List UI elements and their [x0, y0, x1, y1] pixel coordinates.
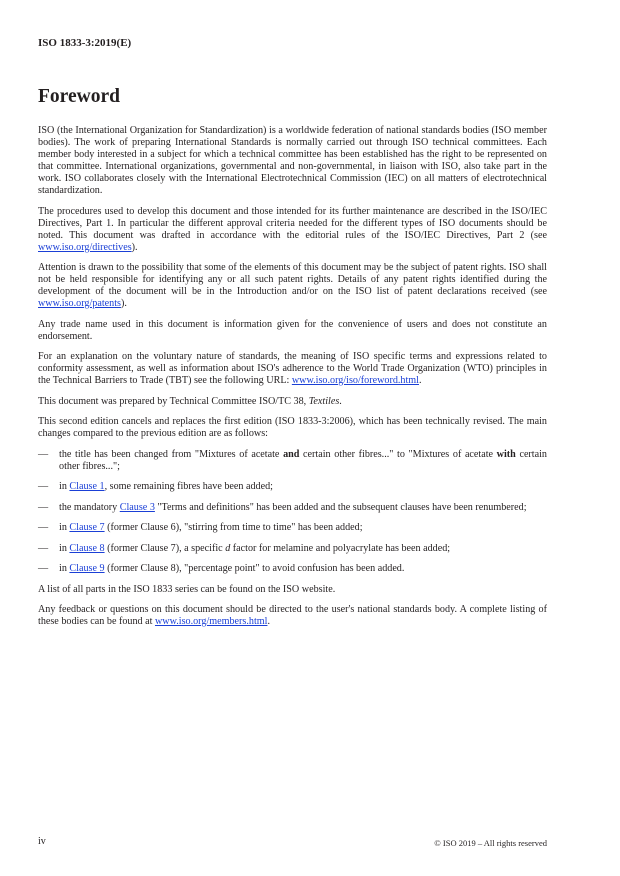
paragraph-iso-intro: ISO (the International Organization for Standardization) is a worldwide federation of national standards bodies (ISO member bodies). The work of preparing International Standards is normally carried out through ISO technical committees. Each member body interested in a subject for which a technical committee has been established has the right to be represented on that committee. International organizations, governmental and non-governmental, in liaison with ISO, also take part in the work. ISO collaborates closely with the International Electrotechnical Commission (IEC) on all matters of electrotechnical standardization. — [38, 125, 547, 196]
text-italic: d — [225, 542, 231, 554]
text: the mandatory — [59, 501, 120, 513]
text: certain other fibres..."; — [59, 448, 547, 472]
text: in — [59, 522, 70, 533]
page-title: Foreword — [38, 86, 120, 107]
dash: — — [38, 542, 49, 554]
paragraph-procedures — [38, 206, 547, 254]
clause-8-link[interactable]: Clause 8 — [69, 542, 105, 554]
list-item — [38, 481, 547, 493]
text: The procedures used to develop this document and those intended for its further maintenance are described in the ISO/IEC Directives, Part 1. In particular the different approval criteria needed for the different types of ISO documents should be noted. This document was drafted in accordance with the editorial rules of the ISO/IEC Directives, Part 2 (see — [38, 205, 547, 241]
patents-link[interactable]: www.iso.org/patents — [38, 298, 121, 309]
text: Any feedback or questions on this document should be directed to the user's national standards body. A complete listing of these bodies can be found at — [38, 604, 547, 627]
clause-1-link[interactable]: Clause 1 — [69, 481, 105, 492]
text: ). — [120, 298, 127, 309]
copyright-notice: © ISO 2019 – All rights reserved — [434, 838, 547, 848]
text: factor for melamine and polyacrylate has been added; — [230, 542, 451, 554]
paragraph-feedback — [38, 604, 547, 628]
text: in — [59, 481, 70, 492]
dash: — — [38, 481, 49, 492]
text-bold: and — [283, 448, 300, 460]
dash: — — [38, 522, 49, 533]
dash: — — [38, 501, 49, 513]
text: ). — [131, 241, 138, 253]
clause-3-link[interactable]: Clause 3 — [119, 501, 155, 513]
dash: — — [38, 563, 49, 574]
text: For an explanation on the voluntary nature of standards, the meaning of ISO specific terms and expressions related to conformity assessment, as well as information about ISO's adherence to the World Trade Organization (WTO) principles in the Technical Barriers to Trade (TBT) see the following URL: — [38, 351, 547, 386]
foreword-link[interactable]: www.iso.org/iso/foreword.html — [291, 375, 419, 386]
text: the title has been changed from "Mixtures of acetate — [59, 448, 284, 460]
text: Attention is drawn to the possibility that some of the elements of this document may be the subject of patent rights. ISO shall not be held responsible for identifying any or all such patent rights. Details of any patent rights identified during the development of the document will be in the Introduction and/or on the ISO list of patent declarations received (see — [38, 262, 547, 297]
list-item — [38, 502, 547, 514]
text: in — [59, 542, 70, 554]
text: . — [267, 616, 270, 627]
page-number: iv — [38, 836, 46, 847]
clause-7-link[interactable]: Clause 7 — [69, 522, 105, 533]
dash: — — [38, 448, 49, 460]
text: certain other fibres..." to "Mixtures of acetate — [299, 448, 497, 460]
text: , some remaining fibres have been added; — [104, 481, 273, 492]
clause-9-link[interactable]: Clause 9 — [69, 563, 105, 574]
paragraph-committee — [38, 396, 547, 408]
text: This document was prepared by Technical Committee ISO/TC 38, — [38, 395, 309, 407]
paragraph-series: A list of all parts in the ISO 1833 series can be found on the ISO website. — [38, 583, 336, 595]
foreword-body — [38, 125, 547, 637]
document-header: ISO 1833-3:2019(E) — [38, 37, 132, 49]
paragraph-voluntary — [38, 351, 547, 387]
text: in — [59, 563, 70, 574]
paragraph-edition: This second edition cancels and replaces the first edition (ISO 1833-3:2006), which has been technically revised. The main changes compared to the previous edition are as follows: — [38, 416, 547, 439]
text: . — [339, 395, 342, 407]
list-item — [38, 543, 547, 555]
paragraph-patents — [38, 262, 547, 310]
text: (former Clause 6), "stirring from time to time" has been added; — [104, 522, 363, 533]
text: "Terms and definitions" has been added and the subsequent clauses have been renumbered; — [154, 501, 527, 513]
text: (former Clause 8), "percentage point" to avoid confusion has been added. — [104, 563, 405, 574]
members-link[interactable]: www.iso.org/members.html — [154, 616, 268, 627]
text: . — [418, 375, 422, 386]
paragraph-trade-name: Any trade name used in this document is information given for the convenience of users and does not constitute an endorsement. — [38, 318, 547, 342]
directives-link[interactable]: www.iso.org/directives — [38, 241, 132, 253]
text-bold: with — [496, 448, 516, 460]
list-item — [38, 563, 547, 575]
list-item — [38, 522, 547, 534]
text-italic: Textiles — [308, 395, 340, 407]
text: (former Clause 7), a specific — [104, 542, 226, 554]
list-item — [38, 449, 547, 473]
